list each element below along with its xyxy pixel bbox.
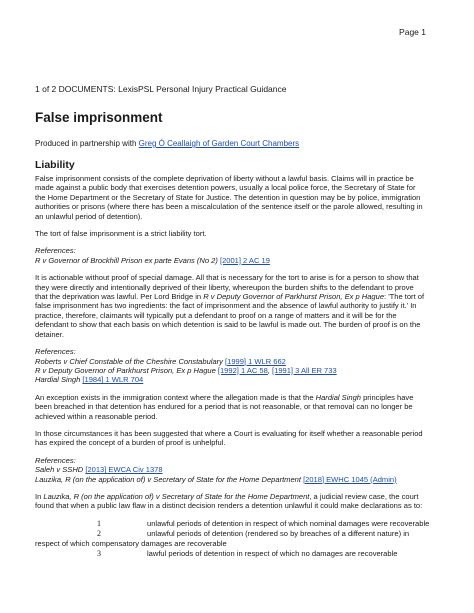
list-item [35, 519, 428, 528]
case-name-italic: Hardial Singh [315, 392, 361, 402]
page-number: Page 1 [399, 27, 426, 37]
list-text: unlawful periods of detention (rendered so by breaches of a different nature) in [147, 529, 410, 539]
references-label: References: [35, 347, 76, 357]
list-number: 3 [97, 549, 101, 558]
paragraph-definition: False imprisonment consists of the complete deprivation of liberty without a lawful basis. Claims will in practice be made against a public body that exercises detention powers, usually a local police force, the Secretary of State for the Home Department or the Secretary of State for Justice. The detention in question may be by police, immigration authorities or prisons (where there has been a miscalculation of the sentence itself or the parole allowed, resulting in an unlawful period of detention). [35, 174, 423, 221]
text-run: It is actionable without proof of special damage. All that is necessary for the tort to arise is for a person to show that they were directly and intentionally deprived of their liberty, whereupon the burden shifts to the defendant to prove that the deprivation was lawful. Per Lord Bridge in [35, 273, 419, 302]
references-label: References: [35, 455, 76, 465]
references-block-3 [35, 456, 428, 484]
case-name: Roberts v Chief Constable of the Cheshire Constabulary [35, 356, 226, 366]
page-title: False imprisonment [35, 110, 163, 125]
references-block-2 [35, 347, 428, 385]
text-run: , a judicial review case, the court found that when a public law flaw in a distinct decision renders a detention unlawful it could make declarations as to: [35, 491, 423, 511]
list-number: 1 [97, 518, 101, 528]
list-text: lawful periods of detention in respect of which no damages are recoverable [147, 549, 398, 558]
article-body [35, 174, 428, 559]
reference-item [35, 375, 428, 384]
reference-item [35, 366, 428, 375]
list-text-continuation: respect of which compensatory damages are recoverable [35, 538, 227, 548]
paragraph-lauzika [35, 492, 428, 511]
list-number: 2 [97, 529, 101, 539]
produced-prefix: Produced in partnership with [35, 139, 139, 148]
citation-link[interactable]: [2001] 2 AC 19 [219, 255, 270, 265]
section-heading-liability: Liability [35, 159, 75, 171]
text-run: principles have been breached in that detention has endured for a period that is not reasonable, or that removal can no longer be achieved within a reasonable period. [35, 392, 414, 421]
citation-separator: , [267, 365, 273, 375]
reference-item [35, 357, 428, 366]
produced-in-partnership [35, 139, 299, 148]
list-item [35, 529, 428, 548]
case-name-italic: R v Deputy Governor of Parkhurst Prison, Ex p Hague [203, 292, 385, 302]
reference-item [35, 465, 428, 474]
reference-item [35, 475, 428, 484]
paragraph-exception [35, 393, 428, 421]
list-item [35, 549, 428, 558]
paragraph-burden: In those circumstances it has been suggested that where a Court is evaluating for itself whether a reasonable period has expired the concept of a burden of proof is unhelpful. [35, 428, 423, 448]
case-name: Hardial Singh [35, 375, 83, 385]
paragraph-actionable [35, 273, 428, 339]
citation-link[interactable]: [1992] 1 AC 58 [217, 365, 268, 375]
citation-link[interactable]: [1999] 1 WLR 662 [225, 356, 286, 366]
author-link[interactable]: Greg Ó Ceallaigh of Garden Court Chambers [138, 139, 300, 148]
text-run: In [35, 491, 44, 501]
references-label: References: [35, 246, 76, 256]
citation-link[interactable]: [1991] 3 All ER 733 [272, 365, 337, 375]
case-name: R v Governor of Brockhill Prison ex parte Evans (No 2) [35, 255, 220, 265]
paragraph-strict-liability: The tort of false imprisonment is a strict liability tort. [35, 229, 207, 239]
citation-link[interactable]: [2018] EWHC 1045 (Admin) [303, 474, 397, 484]
reference-item [35, 256, 428, 265]
case-name: R v Deputy Governor of Parkhurst Prison, Ex p Hague [35, 365, 218, 375]
case-name: Saleh v SSHD [35, 465, 86, 475]
case-name-italic: Lauzika, R (on the application of) v Secretary of State for the Home Department [43, 491, 310, 501]
text-run: : 'The tort of false imprisonment has two ingredients: the fact of imprisonment and the absence of lawful authority to justify it.' In practice, therefore, claimants will typically put a defendant to proof on a range of matters and it will be for the defendant to show that each basis on which detention is said to be lawful is made out. The burden of proof is on the detainer. [35, 292, 425, 339]
case-name: Lauzika, R (on the application of) v Secretary of State for the Home Department [35, 474, 304, 484]
text-run: An exception exists in the immigration context where the allegation made is that the [35, 392, 316, 402]
citation-link[interactable]: [1984] 1 WLR 704 [82, 375, 144, 385]
list-text: unlawful periods of detention in respect of which nominal damages were recoverable [147, 518, 430, 528]
document-source-line: 1 of 2 DOCUMENTS: LexisPSL Personal Injury Practical Guidance [35, 84, 287, 94]
declarations-list [35, 519, 428, 559]
citation-link[interactable]: [2013] EWCA Civ 1378 [85, 465, 163, 475]
references-block-1 [35, 246, 428, 265]
